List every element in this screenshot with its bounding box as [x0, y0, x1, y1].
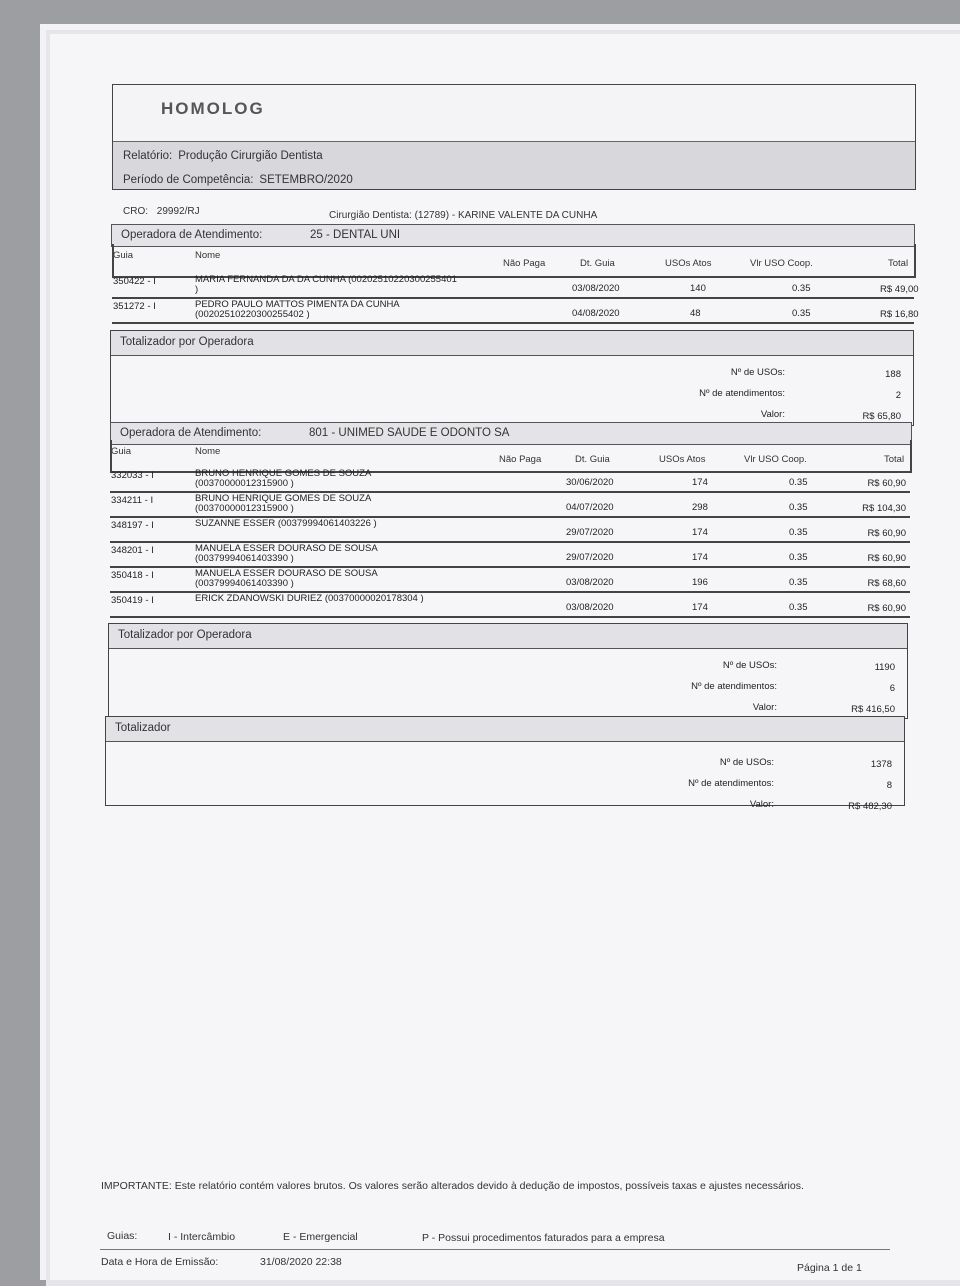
- cro-info: [123, 206, 200, 217]
- emission-value: 31/08/2020 22:38: [260, 1256, 342, 1268]
- operator-label: Operadora de Atendimento:: [120, 427, 262, 439]
- important-note: IMPORTANTE: Este relatório contém valores brutos. Os valores serão alterados devido à dedução de impostos, possíveis taxas e ajustes necessários.: [101, 1180, 804, 1192]
- operator-label: Operadora de Atendimento:: [121, 229, 263, 241]
- brand-logo: HOMOLOG: [161, 99, 265, 118]
- total-value: R$ 60,90: [867, 528, 906, 539]
- column-header-dt-guia: Dt. Guia: [580, 258, 615, 269]
- vlr-uso-value: 0.35: [789, 602, 808, 613]
- patient-name: BRUNO HENRIQUE GOMES DE SOUZA: [195, 468, 372, 479]
- report-label: Relatório:: [123, 150, 173, 162]
- totals-title: Totalizador por Operadora: [118, 629, 252, 641]
- cro-value: 29992/RJ: [156, 206, 200, 217]
- totals-title: Totalizador: [115, 722, 171, 734]
- vlr-uso-value: 0.35: [789, 477, 808, 488]
- total-amount: R$ 416,50: [851, 704, 895, 715]
- table-left-border: [112, 244, 114, 278]
- totals-title: Totalizador por Operadora: [120, 336, 254, 348]
- report-value: Produção Cirurgião Dentista: [178, 150, 323, 162]
- patient-name: SUZANNE ESSER (00379994061403226 ): [195, 518, 377, 529]
- usos-value: 174: [692, 477, 708, 488]
- total-amount-label: Valor:: [760, 409, 785, 420]
- column-header-vlr-uso: Vlr USO Coop.: [750, 258, 813, 269]
- column-header-nome: Nome: [195, 250, 221, 261]
- usos-count-label: Nº de USOs:: [719, 757, 774, 768]
- usos-value: 174: [692, 552, 708, 563]
- report-line: [123, 150, 323, 162]
- usos-value: 140: [690, 283, 706, 294]
- total-value: R$ 104,30: [862, 503, 906, 514]
- usos-count: 188: [885, 369, 901, 380]
- total-amount: R$ 482,30: [848, 801, 892, 812]
- attendance-count: 2: [895, 390, 901, 401]
- usos-count-label: Nº de USOs:: [730, 367, 785, 378]
- report-info-panel: [113, 141, 915, 189]
- total-value: R$ 60,90: [867, 478, 906, 489]
- attendance-count-label: Nº de atendimentos:: [699, 388, 785, 399]
- total-amount-label: Valor:: [752, 702, 777, 713]
- patient-card: (00202510220300255402 ): [195, 309, 310, 320]
- column-header-usos: USOs Atos: [665, 258, 712, 269]
- vlr-uso-value: 0.35: [792, 283, 811, 294]
- grand-totals: [105, 716, 905, 812]
- vlr-uso-value: 0.35: [789, 502, 808, 513]
- guia-number: 334211 - I: [111, 495, 154, 506]
- usos-value: 174: [692, 527, 708, 538]
- guia-date: 29/07/2020: [566, 552, 614, 563]
- guia-date: 03/08/2020: [566, 577, 614, 588]
- attendance-count-label: Nº de atendimentos:: [691, 681, 777, 692]
- guia-number: 332033 - I: [111, 470, 154, 481]
- column-header-dt-guia: Dt. Guia: [575, 454, 610, 465]
- total-value: R$ 49,00: [880, 284, 919, 295]
- total-amount-label: Valor:: [749, 799, 774, 810]
- operator-totals: [110, 330, 914, 426]
- row-rule: [110, 616, 910, 618]
- patient-card: (00370000012315900 ): [195, 478, 294, 489]
- total-value: R$ 60,90: [867, 553, 906, 564]
- vlr-uso-value: 0.35: [792, 308, 811, 319]
- footer-divider: [100, 1249, 890, 1250]
- column-header-usos: USOs Atos: [659, 454, 706, 465]
- vlr-uso-value: 0.35: [789, 552, 808, 563]
- operator-name: 801 - UNIMED SAUDE E ODONTO SA: [309, 427, 510, 439]
- total-value: R$ 68,60: [867, 578, 906, 589]
- usos-count: 1190: [874, 662, 895, 673]
- attendance-count: 6: [889, 683, 895, 694]
- legend-emergencial: E - Emergencial: [283, 1231, 358, 1243]
- guia-number: 350422 - I: [113, 276, 156, 287]
- vlr-uso-value: 0.35: [789, 527, 808, 538]
- total-value: R$ 16,80: [880, 309, 919, 320]
- usos-value: 298: [692, 502, 708, 513]
- guia-date: 29/07/2020: [566, 527, 614, 538]
- row-rule: [112, 322, 914, 324]
- guia-number: 351272 - I: [113, 301, 156, 312]
- guia-date: 04/08/2020: [572, 308, 620, 319]
- operator-bar: [111, 224, 915, 247]
- totals-title-bar: [106, 717, 904, 742]
- usos-count-label: Nº de USOs:: [722, 660, 777, 671]
- usos-value: 174: [692, 602, 708, 613]
- column-header-total: Total: [888, 258, 909, 269]
- column-header-guia: Guia: [111, 446, 132, 457]
- patient-name: BRUNO HENRIQUE GOMES DE SOUZA: [195, 493, 372, 504]
- patient-card: (00370000012315900 ): [195, 503, 294, 514]
- column-header-vlr-uso: Vlr USO Coop.: [744, 454, 807, 465]
- total-amount: R$ 65,80: [862, 411, 901, 422]
- patient-name: MARIA FERNANDA DA DA CUNHA (00202510220300255401: [195, 274, 457, 285]
- guia-number: 348201 - I: [111, 545, 154, 556]
- guias-label: Guias:: [107, 1230, 138, 1242]
- vlr-uso-value: 0.35: [789, 577, 808, 588]
- operator-totals: [108, 623, 908, 719]
- patient-name: ERICK ZDANOWSKI DURIEZ (00370000020178304 ): [195, 593, 424, 604]
- cro-label: CRO:: [123, 206, 148, 217]
- column-header-nome: Nome: [195, 446, 221, 457]
- totals-title-bar: [111, 331, 913, 356]
- period-value: SETEMBRO/2020: [259, 174, 353, 186]
- patient-name: PEDRO PAULO MATTOS PIMENTA DA CUNHA: [195, 299, 400, 310]
- guia-date: 04/07/2020: [566, 502, 614, 513]
- guia-number: 350419 - I: [111, 595, 154, 606]
- operator-bar: [110, 422, 912, 445]
- patient-card: (00379994061403390 ): [195, 578, 294, 589]
- guia-date: 30/06/2020: [566, 477, 614, 488]
- report-header: [112, 84, 916, 190]
- guia-date: 03/08/2020: [566, 602, 614, 613]
- totals-title-bar: [109, 624, 907, 649]
- legend-intercambio: I - Intercâmbio: [168, 1231, 236, 1243]
- legend-procedimentos: P - Possui procedimentos faturados para a empresa: [422, 1232, 665, 1244]
- guia-date: 03/08/2020: [572, 283, 620, 294]
- column-header-total: Total: [884, 454, 905, 465]
- attendance-count-label: Nº de atendimentos:: [688, 778, 774, 789]
- dentist-info: Cirurgião Dentista: (12789) - KARINE VALENTE DA CUNHA: [329, 210, 598, 221]
- table-right-border: [914, 244, 916, 278]
- emission-label: Data e Hora de Emissão:: [101, 1256, 219, 1268]
- attendance-count: 8: [886, 780, 892, 791]
- period-label: Período de Competência:: [123, 174, 254, 186]
- page-number: Página 1 de 1: [797, 1262, 862, 1274]
- patient-card: ): [195, 284, 199, 295]
- operator-name: 25 - DENTAL UNI: [310, 229, 401, 241]
- period-line: [123, 174, 353, 186]
- table-right-border: [910, 440, 912, 473]
- column-header-nao-paga: Não Paga: [499, 454, 542, 465]
- patient-card: (00379994061403390 ): [195, 553, 294, 564]
- patient-name: MANUELA ESSER DOURASO DE SOUSA: [195, 568, 378, 579]
- column-header-nao-paga: Não Paga: [503, 258, 546, 269]
- guia-number: 348197 - I: [111, 520, 154, 531]
- usos-value: 48: [690, 308, 701, 319]
- usos-count: 1378: [870, 759, 892, 770]
- patient-name: MANUELA ESSER DOURASO DE SOUSA: [195, 543, 378, 554]
- guia-number: 350418 - I: [111, 570, 154, 581]
- column-header-guia: Guia: [113, 250, 134, 261]
- total-value: R$ 60,90: [867, 603, 906, 614]
- usos-value: 196: [692, 577, 708, 588]
